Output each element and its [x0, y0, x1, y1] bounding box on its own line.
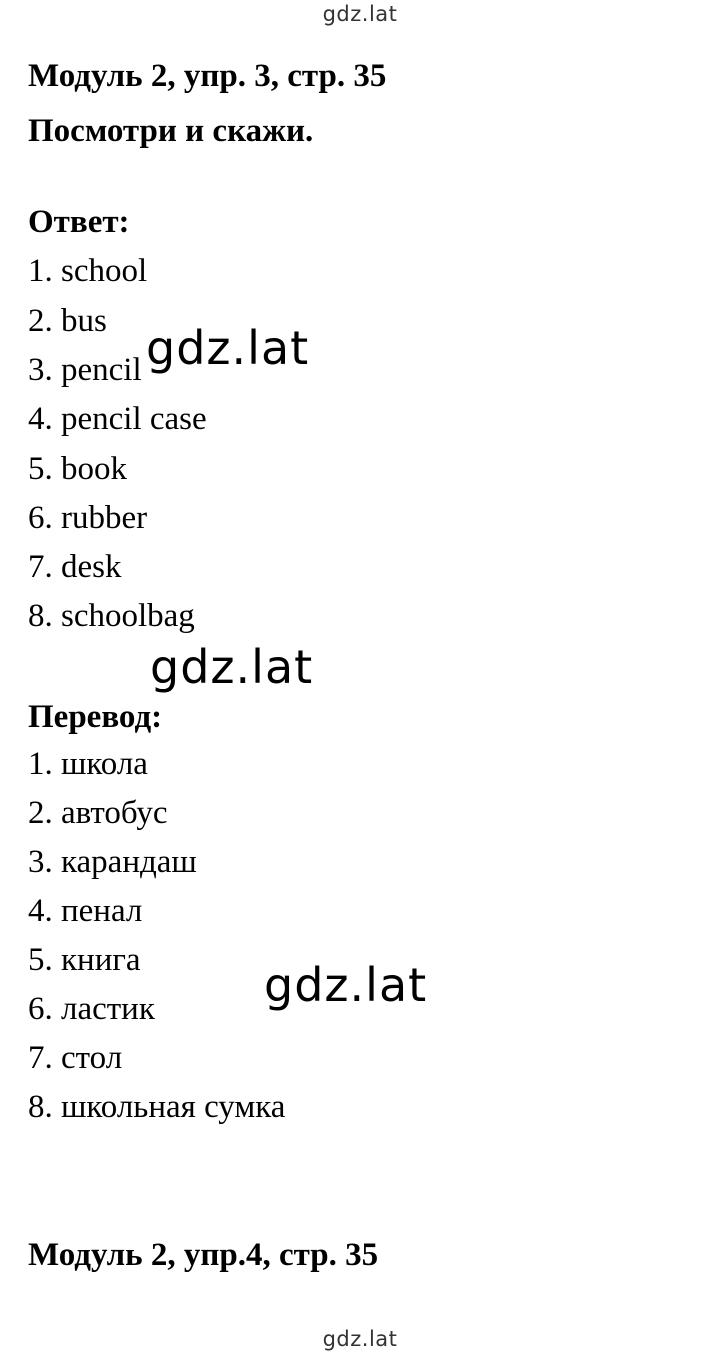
- next-exercise-title: Модуль 2, упр.4, стр. 35: [28, 1237, 379, 1273]
- translation-item: 6. ластик: [28, 991, 155, 1027]
- answer-heading: Ответ:: [28, 204, 130, 240]
- exercise-instruction: Посмотри и скажи.: [28, 113, 314, 149]
- answer-item: 3. pencil: [28, 352, 142, 388]
- watermark: gdz.lat: [146, 321, 310, 375]
- translation-item: 8. школьная сумка: [28, 1089, 286, 1125]
- answer-item: 7. desk: [28, 549, 122, 585]
- watermark: gdz.lat: [150, 640, 314, 694]
- answer-item: 1. school: [28, 253, 148, 289]
- translation-item: 1. школа: [28, 746, 148, 782]
- answer-item: 8. schoolbag: [28, 598, 195, 634]
- answer-item: 5. book: [28, 451, 127, 487]
- site-label-bottom: gdz.lat: [322, 1327, 398, 1351]
- watermark: gdz.lat: [264, 958, 428, 1012]
- translation-item: 2. автобус: [28, 795, 168, 831]
- translation-item: 3. карандаш: [28, 844, 197, 880]
- translation-heading: Перевод:: [28, 699, 163, 735]
- answer-item: 6. rubber: [28, 500, 148, 536]
- translation-item: 4. пенал: [28, 893, 143, 929]
- translation-item: 7. стол: [28, 1040, 123, 1076]
- answer-item: 2. bus: [28, 303, 107, 339]
- site-label-top: gdz.lat: [322, 2, 398, 26]
- exercise-title: Модуль 2, упр. 3, стр. 35: [28, 58, 387, 94]
- answer-item: 4. pencil case: [28, 401, 207, 437]
- translation-item: 5. книга: [28, 942, 141, 978]
